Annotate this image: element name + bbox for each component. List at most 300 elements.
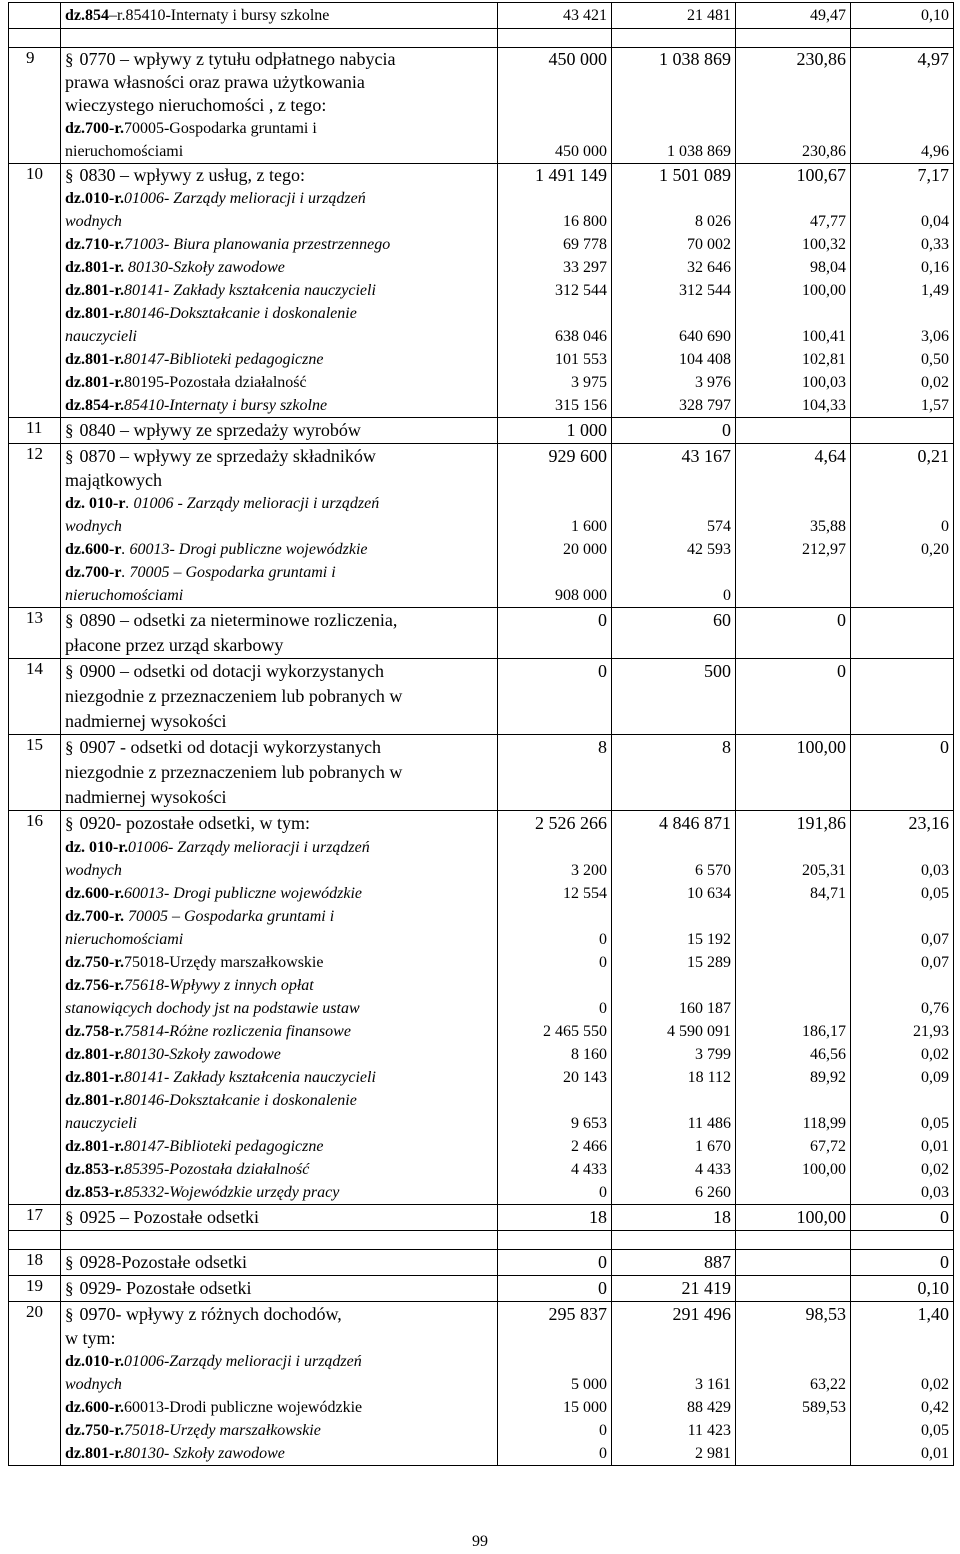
value xyxy=(612,469,731,492)
value: 100,00 xyxy=(796,737,846,757)
description-line xyxy=(65,951,497,974)
description-line xyxy=(65,1020,497,1043)
value xyxy=(736,1442,846,1465)
value xyxy=(736,418,846,443)
value xyxy=(851,785,949,810)
description-line xyxy=(65,256,497,279)
description-line xyxy=(65,348,497,371)
value xyxy=(498,684,607,709)
value: 3 799 xyxy=(695,1046,731,1063)
value xyxy=(612,709,731,734)
value xyxy=(851,418,949,443)
description-segment: . 70005 – Gospodarka gruntami i xyxy=(121,564,336,581)
value xyxy=(612,1350,731,1373)
description-line xyxy=(65,394,497,417)
table-row xyxy=(9,735,954,811)
description-line xyxy=(65,1066,497,1089)
value xyxy=(498,302,607,325)
value xyxy=(851,659,949,684)
value: 315 156 xyxy=(555,397,607,414)
value: 0 xyxy=(941,518,949,535)
spacer-cell xyxy=(498,29,612,48)
value xyxy=(498,469,607,492)
value: 0,02 xyxy=(921,1046,949,1063)
description-line xyxy=(65,279,497,302)
revenue-table-body xyxy=(9,3,954,1466)
value-cell-4 xyxy=(851,1302,954,1466)
description-segment: stanowiących dochody jst na podstawie ustaw xyxy=(65,1000,360,1017)
description-segment: 60013- Drogi publiczne wojewódzkie xyxy=(123,885,363,902)
value: 0 xyxy=(598,610,607,630)
value: 20 000 xyxy=(563,541,607,558)
description-segment: 75814-Różne rozliczenia finansowe xyxy=(123,1023,351,1040)
value xyxy=(498,1350,607,1373)
description-segment: nieruchomościami xyxy=(65,143,184,160)
value xyxy=(851,561,949,584)
value xyxy=(612,1327,731,1350)
description-segment: 01006- Zarządy melioracji i urządzeń xyxy=(127,839,370,856)
value: 0,16 xyxy=(921,259,949,276)
description-line xyxy=(65,928,497,951)
description-line xyxy=(65,538,497,561)
value: 32 646 xyxy=(687,259,731,276)
description-segment: 0929- Pozostałe odsetki xyxy=(79,1278,252,1298)
value: 20 143 xyxy=(563,1069,607,1086)
value xyxy=(612,302,731,325)
value: 100,67 xyxy=(796,165,846,185)
description-segment: 0920- pozostałe odsetki, w tym: xyxy=(79,813,310,833)
description-segment: 0925 – Pozostałe odsetki xyxy=(79,1207,259,1227)
value: 4,97 xyxy=(917,49,949,69)
value-cell-1 xyxy=(498,1276,612,1302)
description-segment: 0890 – odsetki za nieterminowe rozliczenia, xyxy=(79,610,398,630)
value: 0 xyxy=(722,420,731,440)
value: 100,03 xyxy=(802,374,846,391)
description-line xyxy=(65,659,497,684)
description-segment: nieruchomościami xyxy=(65,587,184,604)
description-segment: dz.758-r. xyxy=(65,1023,124,1040)
value: 0,07 xyxy=(921,954,949,971)
value xyxy=(851,1327,949,1350)
value-cell-2 xyxy=(612,48,736,164)
value: 70 002 xyxy=(687,236,731,253)
description-segment: niezgodnie z przeznaczeniem lub pobranych w xyxy=(65,686,403,706)
value: 638 046 xyxy=(555,328,607,345)
value xyxy=(851,1089,949,1112)
description-segment: 80130-Szkoły zawodowe xyxy=(123,259,285,276)
value: 63,22 xyxy=(810,1376,846,1393)
description-segment: 70005 – Gospodarka gruntami i xyxy=(123,908,335,925)
value: 100,41 xyxy=(802,328,846,345)
value xyxy=(736,760,846,785)
description-segment: 75618-Wpływy z innych opłat xyxy=(123,977,314,994)
value xyxy=(851,94,949,117)
value xyxy=(498,974,607,997)
section-sign-icon: § xyxy=(65,814,74,833)
value: 35,88 xyxy=(810,518,846,535)
description-segment: 0830 – wpływy z usług, z tego: xyxy=(79,165,305,185)
value xyxy=(736,1250,846,1275)
description-line xyxy=(65,905,497,928)
description-segment: 85410-Internaty i bursy szkolne xyxy=(123,397,328,414)
value: 0,03 xyxy=(921,1184,949,1201)
value-cell-3 xyxy=(736,1276,851,1302)
value: 589,53 xyxy=(802,1399,846,1416)
value xyxy=(736,1350,846,1373)
value-cell-3 xyxy=(736,659,851,735)
spacer-row xyxy=(9,29,954,48)
row-number: 13 xyxy=(9,608,61,659)
description-line xyxy=(65,584,497,607)
value-cell-3 xyxy=(736,811,851,1205)
value: 104 408 xyxy=(679,351,731,368)
value xyxy=(498,760,607,785)
description-segment: 01006- Zarządy melioracji i urządzeń xyxy=(123,190,366,207)
description-segment: dz.854-r. xyxy=(65,397,124,414)
value xyxy=(498,187,607,210)
value: 1 501 089 xyxy=(659,165,731,185)
value-cell-3 xyxy=(736,418,851,444)
value: 49,47 xyxy=(810,7,846,24)
description-segment: dz.801-r. xyxy=(65,1092,124,1109)
description-segment: 80147-Biblioteki pedagogiczne xyxy=(123,1138,324,1155)
value: 0 xyxy=(598,1252,607,1272)
value xyxy=(736,974,846,997)
value: 0 xyxy=(837,661,846,681)
value xyxy=(736,785,846,810)
value xyxy=(498,633,607,658)
description-cell xyxy=(61,48,498,164)
description-line xyxy=(65,785,497,810)
value: 11 423 xyxy=(687,1422,731,1439)
value xyxy=(498,117,607,140)
value xyxy=(736,117,846,140)
description-segment: dz.700-r xyxy=(65,564,122,581)
value xyxy=(498,561,607,584)
description-segment: 75018-Urzędy marszałkowskie xyxy=(123,1422,321,1439)
value-cell-3 xyxy=(736,48,851,164)
value: 230,86 xyxy=(796,49,846,69)
description-line xyxy=(65,1135,497,1158)
value xyxy=(612,836,731,859)
value: 10 634 xyxy=(687,885,731,902)
value: 8 026 xyxy=(695,213,731,230)
value-cell-4 xyxy=(851,164,954,418)
description-cell xyxy=(61,444,498,608)
description-segment: 0970- wpływy z różnych dochodów, xyxy=(79,1304,342,1324)
spacer-cell xyxy=(736,1231,851,1250)
description-line xyxy=(65,3,497,28)
table-row xyxy=(9,48,954,164)
value xyxy=(736,928,846,951)
spacer-cell xyxy=(498,1231,612,1250)
value: 908 000 xyxy=(555,587,607,604)
value: 7,17 xyxy=(917,165,949,185)
value xyxy=(612,974,731,997)
section-sign-icon: § xyxy=(65,421,74,440)
value xyxy=(851,836,949,859)
value xyxy=(612,561,731,584)
value-cell-1 xyxy=(498,608,612,659)
value: 0,05 xyxy=(921,1115,949,1132)
value xyxy=(736,94,846,117)
value: 4 433 xyxy=(695,1161,731,1178)
description-line xyxy=(65,1112,497,1135)
description-segment: 80147-Biblioteki pedagogiczne xyxy=(123,351,324,368)
description-segment: dz.756-r. xyxy=(65,977,124,994)
table-row xyxy=(9,811,954,1205)
description-line xyxy=(65,210,497,233)
value-cell-4 xyxy=(851,3,954,29)
value xyxy=(612,905,731,928)
value: 2 466 xyxy=(571,1138,607,1155)
value: 33 297 xyxy=(563,259,607,276)
spacer-row xyxy=(9,1231,954,1250)
description-segment: wieczystego nieruchomości , z tego: xyxy=(65,95,327,115)
value: 0,21 xyxy=(917,446,949,466)
value: 1 600 xyxy=(571,518,607,535)
description-segment: 60013-Drodi publiczne wojewódzkie xyxy=(123,1399,363,1416)
description-segment: nieruchomościami xyxy=(65,931,184,948)
value xyxy=(736,469,846,492)
value-cell-3 xyxy=(736,735,851,811)
value-cell-4 xyxy=(851,608,954,659)
description-line xyxy=(65,1442,497,1465)
row-number: 9 xyxy=(9,48,61,164)
value xyxy=(736,302,846,325)
description-cell xyxy=(61,164,498,418)
description-segment: dz.700-r. xyxy=(65,908,124,925)
value xyxy=(612,117,731,140)
description-segment: nauczycieli xyxy=(65,328,137,345)
value xyxy=(736,684,846,709)
value xyxy=(736,561,846,584)
description-segment: 80141- Zakłady kształcenia nauczycieli xyxy=(123,282,376,299)
value xyxy=(851,760,949,785)
value: 0,20 xyxy=(921,541,949,558)
description-segment: dz.854 xyxy=(65,7,109,24)
value: 100,32 xyxy=(802,236,846,253)
value xyxy=(498,94,607,117)
description-segment: 80195-Pozostała działalność xyxy=(123,374,307,391)
value: 0,42 xyxy=(921,1399,949,1416)
description-line xyxy=(65,444,497,469)
value xyxy=(498,905,607,928)
description-line xyxy=(65,735,497,760)
description-segment: nauczycieli xyxy=(65,1115,137,1132)
description-segment: 85332-Wojewódzkie urzędy pracy xyxy=(123,1184,340,1201)
description-line xyxy=(65,1043,497,1066)
value xyxy=(851,633,949,658)
value: 3 976 xyxy=(695,374,731,391)
description-segment: dz.853-r. xyxy=(65,1161,124,1178)
value: 6 570 xyxy=(695,862,731,879)
value xyxy=(736,1419,846,1442)
value: 328 797 xyxy=(679,397,731,414)
spacer-cell xyxy=(736,29,851,48)
description-cell xyxy=(61,735,498,811)
value xyxy=(498,492,607,515)
value: 186,17 xyxy=(802,1023,846,1040)
value-cell-1 xyxy=(498,418,612,444)
description-line xyxy=(65,811,497,836)
value: 295 837 xyxy=(548,1304,607,1324)
description-line xyxy=(65,233,497,256)
section-sign-icon: § xyxy=(65,1305,74,1324)
description-line xyxy=(65,187,497,210)
description-segment: niezgodnie z przeznaczeniem lub pobranych w xyxy=(65,762,403,782)
value-cell-4 xyxy=(851,1205,954,1231)
value: 4,64 xyxy=(814,446,846,466)
value-cell-4 xyxy=(851,659,954,735)
description-cell xyxy=(61,1276,498,1302)
value: 1 000 xyxy=(566,420,607,440)
value-cell-1 xyxy=(498,1205,612,1231)
table-row xyxy=(9,164,954,418)
value: 11 486 xyxy=(687,1115,731,1132)
row-number: 20 xyxy=(9,1302,61,1466)
value xyxy=(612,785,731,810)
table-row xyxy=(9,1276,954,1302)
description-cell xyxy=(61,3,498,29)
value: 0,04 xyxy=(921,213,949,230)
value: 312 544 xyxy=(679,282,731,299)
value xyxy=(851,71,949,94)
description-line xyxy=(65,469,497,492)
value: 0,76 xyxy=(921,1000,949,1017)
description-line xyxy=(65,1158,497,1181)
value-cell-3 xyxy=(736,608,851,659)
value: 5 000 xyxy=(571,1376,607,1393)
description-line xyxy=(65,371,497,394)
row-number: 19 xyxy=(9,1276,61,1302)
value: 0 xyxy=(599,1422,607,1439)
value: 2 465 550 xyxy=(543,1023,607,1040)
description-segment: dz.801-r. xyxy=(65,1445,124,1462)
value: 0 xyxy=(940,1207,949,1227)
value: 0 xyxy=(940,1252,949,1272)
value-cell-1 xyxy=(498,1250,612,1276)
value-cell-3 xyxy=(736,1250,851,1276)
value xyxy=(851,302,949,325)
description-segment: płacone przez urząd skarbowy xyxy=(65,635,284,655)
page-number: 99 xyxy=(472,1533,488,1550)
value xyxy=(736,997,846,1020)
value: 230,86 xyxy=(802,143,846,160)
value xyxy=(498,709,607,734)
description-segment: 75018-Urzędy marszałkowskie xyxy=(123,954,324,971)
section-sign-icon: § xyxy=(65,1279,74,1298)
description-cell xyxy=(61,1302,498,1466)
description-line xyxy=(65,1350,497,1373)
section-sign-icon: § xyxy=(65,611,74,630)
value: 0 xyxy=(598,1278,607,1298)
row-number xyxy=(9,3,61,29)
description-segment: dz.010-r. xyxy=(65,190,124,207)
value: 12 554 xyxy=(563,885,607,902)
description-segment: dz.801-r. xyxy=(65,351,124,368)
value-cell-4 xyxy=(851,48,954,164)
row-number: 15 xyxy=(9,735,61,811)
value: 0,05 xyxy=(921,1422,949,1439)
value: 1,40 xyxy=(917,1304,949,1324)
description-segment: 01006-Zarządy melioracji i urządzeń xyxy=(123,1353,362,1370)
value-cell-3 xyxy=(736,1302,851,1466)
description-segment: dz.853-r. xyxy=(65,1184,124,1201)
value: 1 038 869 xyxy=(659,49,731,69)
value: 3 975 xyxy=(571,374,607,391)
value: 88 429 xyxy=(687,1399,731,1416)
value: 89,92 xyxy=(810,1069,846,1086)
value: 104,33 xyxy=(802,397,846,414)
description-line xyxy=(65,760,497,785)
value: 8 xyxy=(598,737,607,757)
value: 69 778 xyxy=(563,236,607,253)
section-sign-icon: § xyxy=(65,738,74,757)
value: 43 167 xyxy=(681,446,731,466)
value-cell-1 xyxy=(498,444,612,608)
spacer-cell xyxy=(9,1231,61,1250)
value: 312 544 xyxy=(555,282,607,299)
value: 0,07 xyxy=(921,931,949,948)
description-segment: 0928-Pozostałe odsetki xyxy=(79,1252,247,1272)
value xyxy=(612,760,731,785)
value: 118,99 xyxy=(802,1115,846,1132)
row-number: 14 xyxy=(9,659,61,735)
value-cell-2 xyxy=(612,3,736,29)
value-cell-2 xyxy=(612,735,736,811)
row-number: 18 xyxy=(9,1250,61,1276)
row-number: 16 xyxy=(9,811,61,1205)
value xyxy=(612,633,731,658)
description-cell xyxy=(61,811,498,1205)
description-segment: dz.750-r. xyxy=(65,1422,124,1439)
description-line xyxy=(65,882,497,905)
row-number: 12 xyxy=(9,444,61,608)
value: 0,10 xyxy=(921,7,949,24)
value: 16 800 xyxy=(563,213,607,230)
description-segment: dz.801-r. xyxy=(65,1046,124,1063)
description-segment: wodnych xyxy=(65,1376,122,1393)
value: 0,09 xyxy=(921,1069,949,1086)
value-cell-1 xyxy=(498,735,612,811)
value: 0 xyxy=(723,587,731,604)
value: 0 xyxy=(940,737,949,757)
description-segment: w tym: xyxy=(65,1328,116,1348)
description-line xyxy=(65,709,497,734)
value: 15 000 xyxy=(563,1399,607,1416)
description-segment: nadmiernej wysokości xyxy=(65,711,227,731)
value xyxy=(736,1089,846,1112)
value: 0,02 xyxy=(921,1376,949,1393)
value: 0,50 xyxy=(921,351,949,368)
value: 0,03 xyxy=(921,862,949,879)
value xyxy=(612,94,731,117)
value: 0,02 xyxy=(921,1161,949,1178)
value: 100,00 xyxy=(796,1207,846,1227)
description-segment: prawa własności oraz prawa użytkowania xyxy=(65,72,365,92)
description-line xyxy=(65,1250,497,1275)
value: 101 553 xyxy=(555,351,607,368)
description-segment: majątkowych xyxy=(65,470,162,490)
description-cell xyxy=(61,1250,498,1276)
description-segment: wodnych xyxy=(65,213,122,230)
description-line xyxy=(65,325,497,348)
description-segment: 80130-Szkoły zawodowe xyxy=(123,1046,281,1063)
value: 0,01 xyxy=(921,1138,949,1155)
revenue-table xyxy=(8,2,954,1466)
description-line xyxy=(65,684,497,709)
